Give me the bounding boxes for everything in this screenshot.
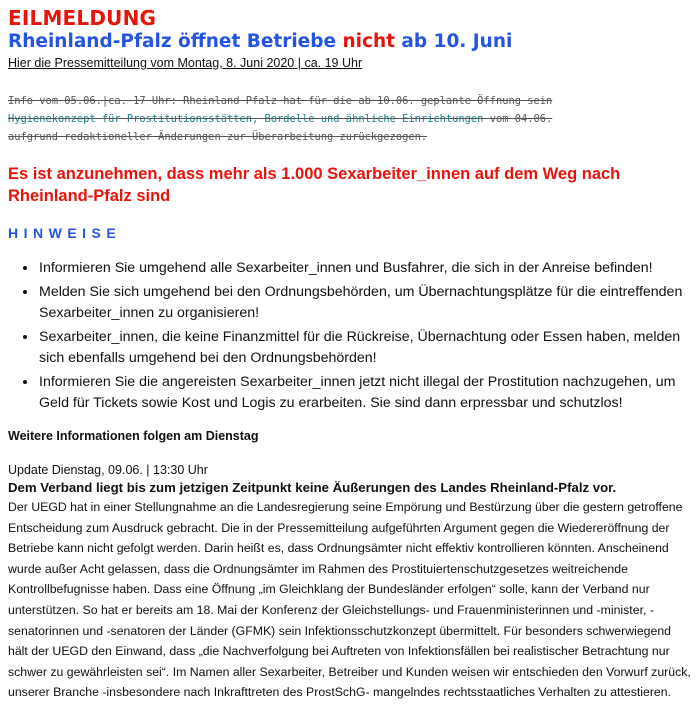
hint-item: • Informieren Sie umgehend alle Sexarbeiter_innen und Busfahrer, die sich in der Anreise befinden! [38,258,692,279]
hints-list [8,258,692,414]
update-body: Der UEGD hat in einer Stellungnahme an die Landesregierung seine Empörung und Bestürzung über die gestern getroffene Entscheidung zum Ausdruck gebracht. Die in der Pressemitteilung aufgeführten Argument gegen die Wiedereröffnung der Betriebe kann nicht gefolgt werden. Darin heißt es, dass Ordnungsämter nicht effektiv kontrollieren könnten. Anscheinend wurde außer Acht gelassen, dass die Ordnungsämter im Rahmen des Prostituiertenschutzgesetzes weitreichende Kontrollbefugnisse haben. Dass eine Öffnung „im Gleichklang der Bundesländer erfolgen“ solle, kann der Verband nur unterstützen. So hat er bereits am 18. Mai der Konferenz der Gleichstellungs- und Frauenministerinnen und -minister, -senatorinnen und -senatoren der Länder (GFMK) sein Infektionsschutzkonzept übermittelt. Für besonders schwerwiegend hält der UEGD den Einwand, dass „die Nachverfolgung bei Auftreten von Infektionsfällen bei realistischer Betrachtung nur schwer zu gewährleisten sei“. Im Namen aller Sexarbeiter, Betreiber und Kunden weisen wir entschieden den Vorwurf zurück, unserer Branche -insbesondere nach Inkrafttreten des ProstSchG- mangelndes rechtsstaatliches Verhalten zu attestieren. [8,500,691,700]
update-date: Update Dienstag, 09.06. | 13:30 Uhr [8,463,208,477]
breaking-news-label: EILMELDUNG [8,6,157,30]
retracted-line-2 [8,110,692,128]
hints-heading: HINWEISE [8,225,122,241]
headline-part-1: Rheinland-Pfalz öffnet Betriebe [8,31,343,52]
press-release-link[interactable]: Hier die Pressemitteilung vom Montag, 8. Juni 2020 | ca. 19 Uhr [8,56,363,70]
hygiene-concept-link[interactable]: Hygienekonzept für Prostitutionsstätten, Bordelle und ähnliche Einrichtungen [8,113,484,125]
hint-item: • Melden Sie sich umgehend bei den Ordnungsbehörden, um Übernachtungsplätze für die eintreffenden Sexarbeiter_innen zu organisieren! [38,282,692,324]
more-info-note: Weitere Informationen folgen am Dienstag [8,429,259,443]
press-release-line [8,55,692,71]
retracted-notice [8,92,692,146]
headline-part-2: ab 10. Juni [394,31,513,52]
headline [8,30,692,54]
hint-item: • Informieren Sie die angereisten Sexarbeiter_innen jetzt nicht illegal der Prostitution nachzugehen, um Geld für Tickets sowie Kost und Logis zu erarbeiten. Sie sind dann erpressbar und schutzlos! [38,372,692,414]
retracted-line-3: aufgrund redaktioneller Änderungen zur Überarbeitung zurückgezogen. [8,131,428,143]
headline-highlight: nicht [342,31,395,52]
update-title: Dem Verband liegt bis zum jetzigen Zeitpunkt keine Äußerungen des Landes Rheinland-Pfalz vor. [8,480,617,495]
retracted-line-1: Info vom 05.06.|ca. 17 Uhr: Rheinland Pfalz hat für die ab 10.06. geplante Öffnung sein [8,95,553,107]
hint-item: • Sexarbeiter_innen, die keine Finanzmittel für die Rückreise, Übernachtung oder Essen haben, melden sich ebenfalls umgehend bei den Ordnungsbehörden! [38,327,692,369]
article [8,6,692,703]
retracted-line-2-suffix: vom 04.06. [483,113,553,125]
assumption-heading: Es ist anzunehmen, dass mehr als 1.000 Sexarbeiter_innen auf dem Weg nach Rheinland-Pfalz sind [8,165,621,205]
